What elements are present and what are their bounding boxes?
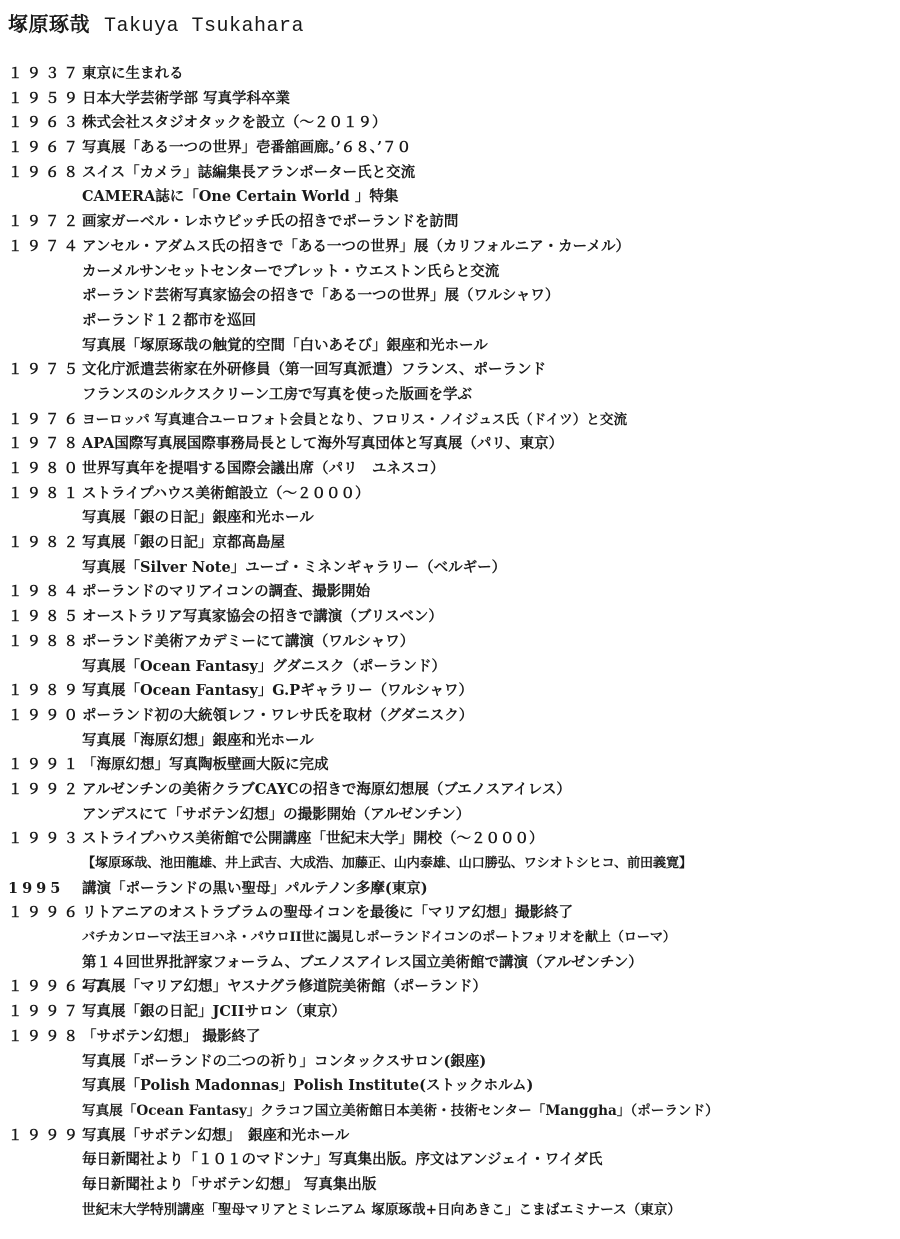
entry-text: 「サボテン幻想」 撮影終了 (82, 1027, 261, 1045)
chronology-entry (8, 1124, 898, 1149)
chronology-entry (8, 482, 898, 507)
entry-text: 写真展「銀の日記」銀座和光ホール (82, 509, 314, 527)
chronology-subentry (8, 284, 898, 309)
entry-year: １９７８ (8, 435, 82, 453)
entry-text: ポーランド美術アカデミーにて講演（ワルシャワ） (82, 632, 415, 650)
chronology-entry (8, 630, 898, 655)
entry-year: １９５９ (8, 89, 82, 107)
entry-text: 写真展「ある一つの世界」壱番舘画廊。’６８、’７０ (82, 139, 412, 157)
chronology-entry (8, 210, 898, 235)
entry-text: カーメルサンセットセンターでブレット・ウエストン氏らと交流 (82, 262, 500, 280)
chronology-subentry (8, 852, 898, 877)
entry-text: 世紀末大学特別講座「聖母マリアとミレニアム 塚原琢哉+日向あきこ」こまばエミナース（東京） (82, 1201, 682, 1218)
chronology-entry (8, 432, 898, 457)
entry-text: 東京に生まれる (82, 65, 184, 82)
chronology-entry (8, 605, 898, 630)
chronology-entry (8, 778, 898, 803)
chronology-entry (8, 408, 898, 433)
entry-year: １９８１ (8, 484, 82, 502)
chronology-entry (8, 457, 898, 482)
chronology-entry (8, 827, 898, 852)
page-title (8, 8, 304, 38)
entry-text: オーストラリア写真家協会の招きで講演（ブリスベン） (82, 608, 443, 626)
chronology-subentry (8, 309, 898, 334)
entry-year: １９８０ (8, 460, 82, 477)
entry-text: アンデスにて「サボテン幻想」の撮影開始（アルゼンチン） (82, 805, 471, 823)
entry-year: １９８２ (8, 534, 82, 552)
chronology-subentry (8, 506, 898, 531)
chronology-subentry (8, 1099, 898, 1124)
chronology-entry (8, 358, 898, 383)
entry-text: リトアニアのオストラブラムの聖母イコンを最後に「マリア幻想」撮影終了 (82, 904, 573, 922)
entry-year: １９３７ (8, 65, 82, 82)
entry-text: 写真展「銀の日記」JCIIサロン（東京） (82, 1003, 346, 1021)
entry-year: 1995 (8, 879, 65, 897)
chronology-entry (8, 1025, 898, 1050)
entry-text: 写真展「海原幻想」銀座和光ホール (82, 731, 314, 749)
entry-text: 写真展「Ocean Fantasy」G.Pギャラリー（ワルシャワ） (82, 682, 474, 700)
title-name-en: Takuya Tsukahara (104, 15, 305, 38)
entry-text: 毎日新聞社より「１０１のマドンナ」写真集出版。序文はアンジェイ・ワイダ氏 (82, 1151, 603, 1169)
chronology-subentry (8, 1173, 898, 1198)
chronology-entry (8, 235, 898, 260)
chronology-subentry (8, 383, 898, 408)
chronology-subentry (8, 1198, 898, 1223)
chronology-entry (8, 753, 898, 778)
chronology-subentry (8, 729, 898, 754)
entry-year: １９６３ (8, 114, 82, 132)
entry-year: １９７５ (8, 361, 82, 379)
entry-text: アンセル・アダムス氏の招きで「ある一つの世界」展（カリフォルニア・カーメル） (82, 237, 630, 255)
chronology-list (8, 62, 898, 1222)
entry-text: スイス「カメラ」誌編集長アランポーター氏と交流 (82, 163, 416, 181)
entry-text: バチカンローマ法王ヨハネ・パウロII世に謁見しポーランドイコンのポートフォリオを献上（ローマ） (82, 930, 676, 946)
chronology-entry (8, 877, 898, 902)
entry-text: 写真展「Polish Madonnas」Polish Institute(ストックホルム) (82, 1077, 534, 1095)
entry-text: ストライプハウス美術館で公開講座「世紀末大学」開校（～２０００） (82, 830, 544, 848)
chronology-subentry (8, 803, 898, 828)
entry-text: 日本大学芸術学部 写真学科卒業 (82, 89, 291, 107)
entry-text: 文化庁派遣芸術家在外研修員（第一回写真派遣）フランス、ポーランド (82, 361, 546, 379)
entry-year: １９９０ (8, 706, 82, 724)
chronology-subentry (8, 1148, 898, 1173)
chronology-subentry (8, 951, 898, 976)
entry-text: 写真展「マリア幻想」ヤスナグラ修道院美術館（ポーランド） (82, 978, 487, 996)
entry-text: 株式会社スタジオタックを設立（～２０１９） (82, 114, 387, 132)
entry-text: ポーランド芸術写真家協会の招きで「ある一つの世界」展（ワルシャワ） (82, 287, 560, 305)
entry-year: １９９２ (8, 780, 82, 798)
entry-text: 講演「ポーランドの黒い聖母」パルテノン多摩(東京) (82, 879, 428, 897)
chronology-entry (8, 87, 898, 112)
chronology-subentry (8, 655, 898, 680)
chronology-entry (8, 580, 898, 605)
entry-text: アルゼンチンの美術クラブCAYCの招きで海原幻想展（ブエノスアイレス） (82, 780, 571, 798)
entry-year: １９９８ (8, 1027, 82, 1045)
chronology-subentry (8, 260, 898, 285)
entry-text: 写真展「Silver Note」ユーゴ・ミネンギャラリー（ベルギー） (82, 558, 507, 576)
entry-year: １９９９ (8, 1126, 82, 1144)
entry-text: 「海原幻想」写真陶板壁画大阪に完成 (82, 756, 329, 774)
entry-year: １９８９ (8, 682, 82, 700)
entry-text: 写真展「銀の日記」京都高島屋 (82, 534, 285, 552)
entry-text: 写真展「塚原琢哉の触覚的空間「白いあそび」銀座和光ホール (82, 336, 488, 354)
chronology-entry (8, 975, 898, 1000)
entry-year: １９８８ (8, 632, 82, 650)
chronology-subentry (8, 1050, 898, 1075)
entry-year: １９８５ (8, 608, 82, 626)
entry-year: １９７６ (8, 410, 82, 428)
chronology-entry (8, 62, 898, 87)
entry-year: １９９６-７ (8, 978, 111, 996)
chronology-entry (8, 531, 898, 556)
entry-year: １９７４ (8, 237, 82, 255)
chronology-subentry (8, 1074, 898, 1099)
entry-year: １９６７ (8, 139, 82, 157)
entry-year: １９７２ (8, 213, 82, 231)
entry-text: ポーランドのマリアイコンの調査、撮影開始 (82, 583, 371, 601)
entry-text: 【塚原琢哉、池田龍雄、井上武吉、大成浩、加藤正、山内泰雄、山口勝弘、ワシオトシヒコ、前田義寛】 (82, 856, 692, 871)
entry-text: ヨーロッパ 写真連合ユーロフォト会員となり、フロリス・ノイジュス氏（ドイツ）と交流 (82, 411, 628, 428)
chronology-subentry (8, 334, 898, 359)
chronology-entry (8, 111, 898, 136)
entry-text: 毎日新聞社より「サボテン幻想」 写真集出版 (82, 1175, 377, 1193)
entry-text: 第１４回世界批評家フォーラム、ブエノスアイレス国立美術館で講演（アルゼンチン） (82, 953, 643, 971)
entry-text: APA国際写真展国際事務局長として海外写真団体と写真展（パリ、東京） (82, 435, 564, 453)
entry-text: 写真展「サボテン幻想」 銀座和光ホール (82, 1126, 350, 1144)
entry-text: フランスのシルクスクリーン工房で写真を使った版画を学ぶ (82, 385, 472, 403)
entry-year: １９９７ (8, 1003, 82, 1021)
chronology-entry (8, 1000, 898, 1025)
entry-year: １９９３ (8, 830, 82, 848)
entry-year: １９９１ (8, 756, 82, 774)
entry-text: 写真展「ポーランドの二つの祈り」コンタックスサロン(銀座) (82, 1052, 487, 1070)
chronology-entry (8, 161, 898, 186)
entry-year: １９６８ (8, 163, 82, 181)
entry-text: ストライプハウス美術館設立（～２０００） (82, 484, 370, 502)
title-name-jp: 塚原琢哉 (8, 12, 90, 36)
chronology-entry (8, 901, 898, 926)
chronology-subentry (8, 926, 898, 951)
entry-text: 写真展「Ocean Fantasy」クラコフ国立美術館日本美術・技術センター「Manggha」（ポーランド） (82, 1102, 719, 1119)
chronology-entry (8, 679, 898, 704)
chronology-subentry (8, 185, 898, 210)
entry-text: 世界写真年を提唱する国際会議出席（パリ ユネスコ） (82, 460, 445, 477)
entry-year: １９８４ (8, 583, 82, 601)
entry-text: 画家ガーベル・レホウビッチ氏の招きでポーランドを訪問 (82, 213, 459, 231)
chronology-subentry (8, 556, 898, 581)
entry-year: １９９６ (8, 904, 82, 922)
chronology-entry (8, 704, 898, 729)
entry-text: CAMERA誌に「One Certain World 」特集 (82, 188, 399, 206)
entry-text: ポーランド初の大統領レフ・ワレサ氏を取材（グダニスク） (82, 706, 474, 724)
chronology-entry (8, 136, 898, 161)
entry-text: 写真展「Ocean Fantasy」グダニスク（ポーランド） (82, 657, 446, 675)
entry-text: ポーランド１２都市を巡回 (82, 311, 256, 329)
